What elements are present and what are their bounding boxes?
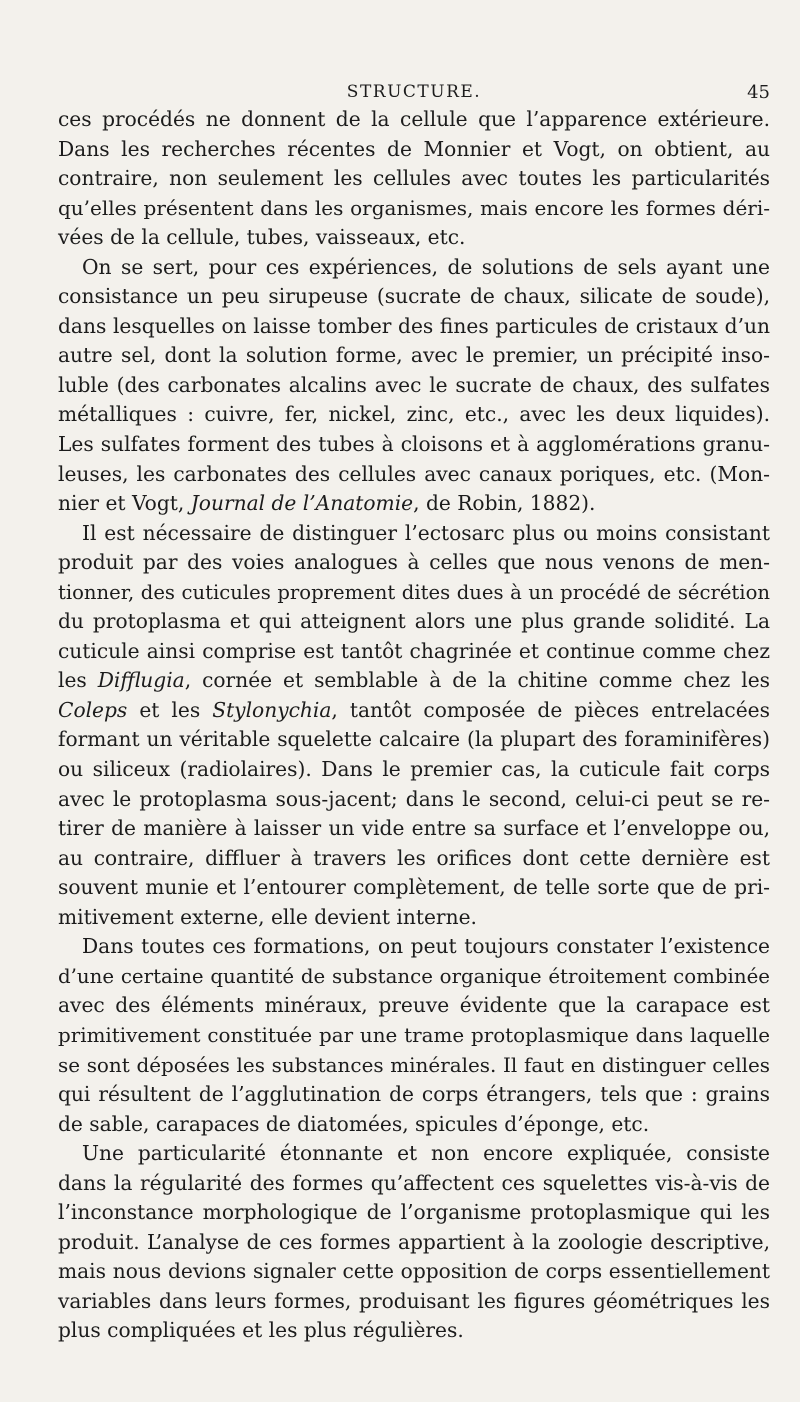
text-line: au contraire, diffluer à travers les orifices dont cette dernière est	[58, 845, 770, 870]
text-line: avec le protoplasma sous-jacent; dans le second, celui-ci peut se re-	[58, 786, 770, 811]
text-line: luble (des carbonates alcalins avec le sucrate de chaux, des sulfates	[58, 372, 770, 397]
text-line: formant un véritable squelette calcaire (la plupart des foraminifères)	[58, 727, 770, 752]
text-run: , tantôt composée de pièces entrelacées	[331, 697, 770, 722]
text-line: leuses, les carbonates des cellules avec canaux poriques, etc. (Mon-	[58, 461, 770, 486]
genus-name: Difflugia	[97, 668, 185, 693]
journal-title: Journal de l’Anatomie	[190, 491, 414, 516]
text-line: produit. L’analyse de ces formes appartient à la zoologie descriptive,	[58, 1229, 770, 1254]
text-run: les	[58, 668, 98, 693]
text-line: l’inconstance morphologique de l’organisme protoplasmique qui les	[58, 1200, 770, 1225]
text-line: mais nous devions signaler cette opposition de corps essentiellement	[58, 1259, 770, 1284]
text-line: consistance un peu sirupeuse (sucrate de chaux, silicate de soude),	[58, 284, 770, 309]
text-line	[58, 696, 770, 726]
text-line: cuticule ainsi comprise est tantôt chagrinée et continue comme chez	[58, 638, 770, 663]
text-line: souvent munie et l’entourer complètement, de telle sorte que de pri-	[58, 875, 770, 900]
text-line: variables dans leurs formes, produisant les figures géométriques les	[58, 1288, 770, 1313]
text-line: Dans les recherches récentes de Monnier et Vogt, on obtient, au	[58, 136, 770, 161]
text-line: dans la régularité des formes qu’affectent ces squelettes vis-à-vis de	[58, 1170, 770, 1195]
text-line: du protoplasma et qui atteignent alors une plus grande solidité. La	[58, 609, 770, 634]
text-line: ou siliceux (radiolaires). Dans le premier cas, la cuticule fait corps	[58, 757, 770, 782]
text-line: primitivement constituée par une trame protoplasmique dans laquelle	[58, 1023, 770, 1047]
text-line: mitivement externe, elle devient interne.	[58, 904, 477, 929]
text-line: On se sert, pour ces expériences, de solutions de sels ayant une	[82, 254, 770, 279]
text-line: Les sulfates forment des tubes à cloisons et à agglomérations granu-	[58, 432, 770, 457]
page-number: 45	[747, 82, 770, 103]
text-line: vées de la cellule, tubes, vaisseaux, etc.	[58, 225, 466, 250]
text-line: Dans toutes ces formations, on peut toujours constater l’existence	[82, 934, 770, 959]
text-line: tionner, des cuticules proprement dites dues à un procédé de sécrétion	[58, 580, 770, 604]
genus-name: Coleps	[58, 697, 128, 722]
text-line: Il est nécessaire de distinguer l’ectosarc plus ou moins consistant	[82, 520, 770, 545]
text-line: de sable, carapaces de diatomées, spicules d’éponge, etc.	[58, 1111, 650, 1136]
text-line: qui résultent de l’agglutination de corps étrangers, tels que : grains	[58, 1082, 770, 1107]
text-run: , cornée et semblable à de la chitine comme chez les	[184, 668, 770, 693]
text-run: et les	[127, 697, 213, 722]
text-line: Une particularité étonnante et non encore expliquée, consiste	[82, 1141, 770, 1166]
text-line: produit par des voies analogues à celles que nous venons de men-	[58, 550, 770, 575]
body-text	[58, 105, 770, 1346]
genus-name: Stylonychia	[212, 697, 332, 722]
text-line: autre sel, dont la solution forme, avec le premier, un précipité inso-	[58, 343, 770, 368]
text-line: ces procédés ne donnent de la cellule que l’apparence extérieure.	[58, 107, 770, 131]
text-line: avec des éléments minéraux, preuve évidente que la carapace est	[58, 993, 770, 1018]
text-run: nier et Vogt,	[58, 491, 191, 516]
text-line: contraire, non seulement les cellules avec toutes les particularités	[58, 166, 770, 191]
text-line: qu’elles présentent dans les organismes, mais encore les formes déri-	[58, 195, 770, 220]
text-run: , de Robin, 1882).	[413, 491, 596, 516]
text-line	[58, 666, 770, 696]
text-line: plus compliquées et les plus régulières.	[58, 1318, 464, 1343]
text-line: métalliques : cuivre, fer, nickel, zinc, etc., avec les deux liquides).	[58, 402, 770, 427]
text-line: dans lesquelles on laisse tomber des fines particules de cristaux d’un	[58, 313, 770, 338]
text-line: tirer de manière à laisser un vide entre sa surface et l’enveloppe ou,	[58, 816, 770, 841]
text-line: se sont déposées les substances minérales. Il faut en distinguer celles	[58, 1052, 770, 1077]
text-line	[58, 489, 770, 519]
text-line: d’une certaine quantité de substance organique étroitement combinée	[58, 964, 770, 988]
running-title: STRUCTURE.	[346, 82, 482, 102]
